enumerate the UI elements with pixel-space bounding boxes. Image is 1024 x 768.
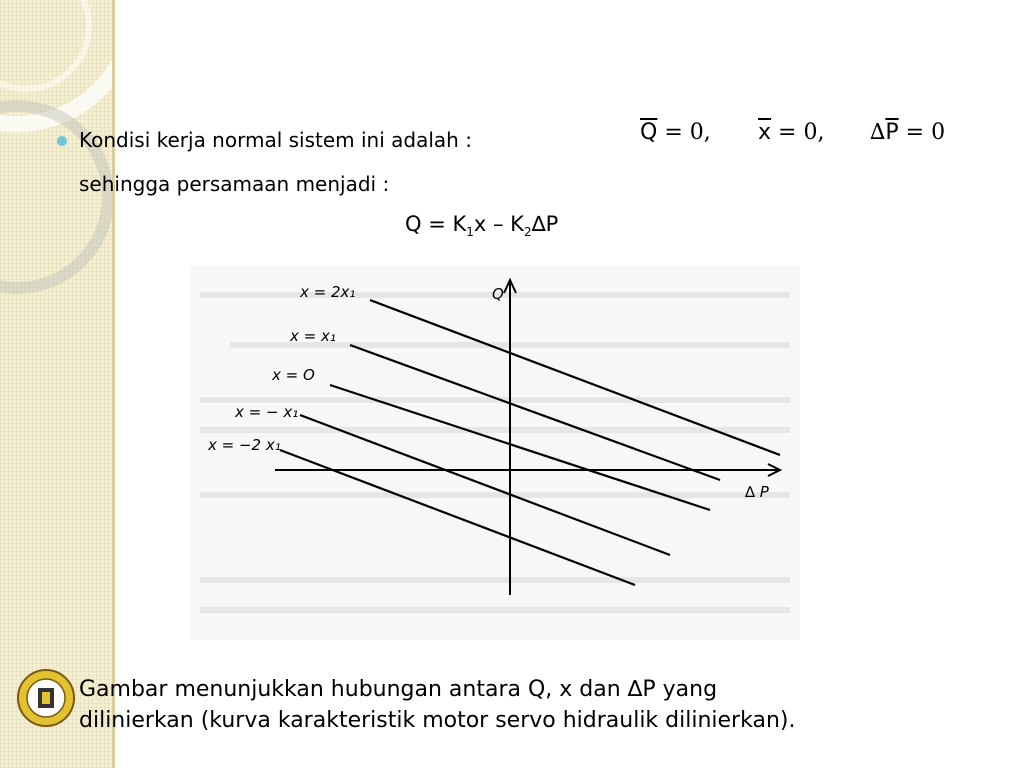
x-symbol: $\overline{x}$ — [758, 120, 772, 145]
q-rhs: = 0, — [664, 120, 711, 145]
caption-line: Gambar menunjukkan hubungan antara Q, x dan ∆P yang — [79, 677, 718, 702]
characteristic-diagram — [190, 265, 800, 640]
caption-line: dilinierkan (kurva karakteristik motor servo hidraulik dilinierkan). — [79, 708, 796, 733]
condition-q — [640, 120, 711, 145]
x-rhs: = 0, — [778, 120, 825, 145]
line-label: x = x₁ — [290, 327, 336, 345]
eq-mid: x – K — [473, 212, 524, 236]
eq-sub1: 1 — [466, 225, 474, 240]
institution-seal-logo — [16, 656, 76, 740]
p-axis-label: ∆ P — [745, 483, 769, 501]
p-symbol: $\overline{P}$ — [885, 120, 899, 145]
panel-divider — [112, 0, 115, 768]
bullet-icon — [57, 136, 67, 146]
delta-symbol: ∆ — [870, 120, 886, 145]
p-rhs: = 0 — [905, 120, 946, 145]
main-equation — [405, 212, 558, 239]
line-label: x = − x₁ — [235, 403, 299, 421]
line-label: x = −2 x₁ — [208, 436, 281, 454]
figure-caption — [79, 674, 795, 736]
eq-sub2: 2 — [523, 225, 532, 240]
bullet-text: Kondisi kerja normal sistem ini adalah : — [79, 128, 472, 152]
decorative-left-panel — [0, 0, 112, 768]
line-label: x = O — [272, 366, 315, 384]
condition-x — [758, 120, 824, 145]
continuation-text: sehingga persamaan menjadi : — [79, 172, 390, 196]
q-symbol: $\overline{Q}$ — [640, 120, 658, 145]
line-label: x = 2x₁ — [300, 283, 356, 301]
eq-rhs: ∆P — [531, 212, 559, 236]
q-axis-label: Q — [492, 285, 504, 303]
eq-lhs: Q = K — [405, 212, 467, 236]
condition-p — [870, 120, 945, 145]
